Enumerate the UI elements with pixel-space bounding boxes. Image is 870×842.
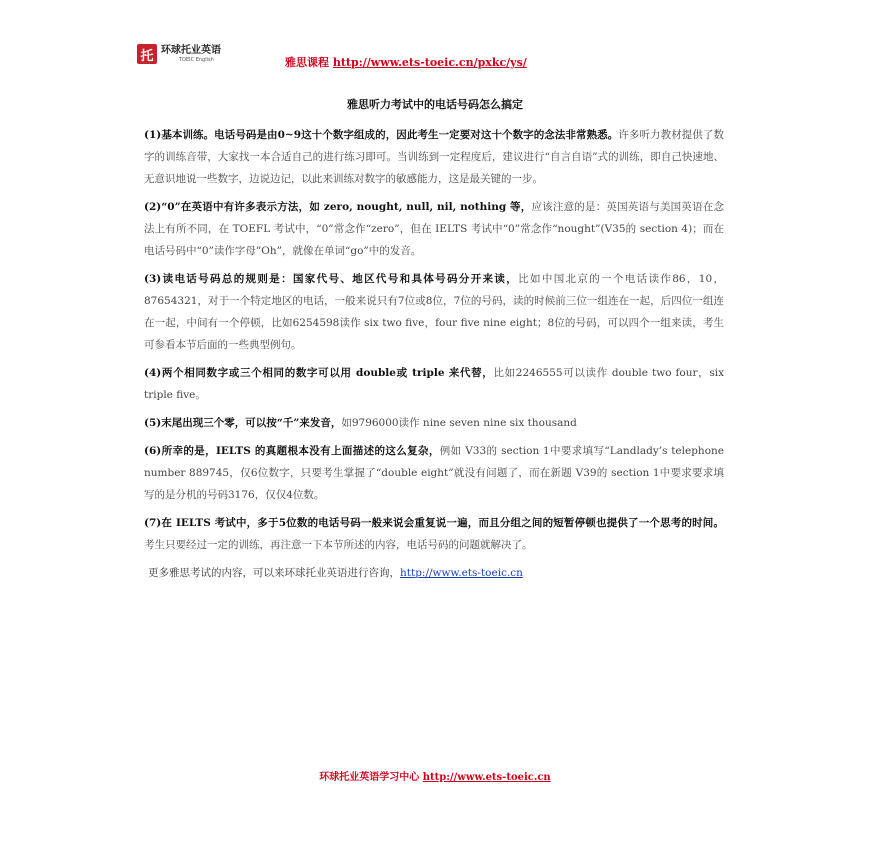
paragraph-lead: (2)“0”在英语中有许多表示方法，如 zero, nought, null, nil, nothing 等， [144,201,532,213]
paragraph-lead: (3)读电话号码总的规则是：国家代号、地区代号和具体号码分开来读， [144,273,519,285]
paragraph-text: 如9796000读作 nine seven nine six thousand [341,417,577,429]
logo-subtitle: TOEIC English [179,56,214,63]
paragraph-text: 例如 V33的 section 1中要求填写“Landlady’s telephone number 889745，仅6位数字，只要考生掌握了“double eight”就没有问题了，而在新题 V39的 section 1中要求要求填写的是分机的号码3176，仅仅4位数。 [144,445,724,501]
footer-label: 环球托业英语学习中心 [319,772,420,783]
header-url-link[interactable]: http://www.ets-toeic.cn/pxkc/ys/ [332,56,527,69]
paragraph-5 [144,412,724,434]
paragraph-lead: (7)在 IELTS 考试中，多于5位数的电话号码一般来说会重复说一遍，而且分组之间的短暂停顿也提供了一个思考的时间。 [144,517,724,529]
closing-text: 更多雅思考试的内容，可以来环球托业英语进行咨询， [148,567,400,579]
paragraph-text: 比如2246555可以读作 double two four，six triple five。 [144,367,724,401]
paragraph-1 [144,124,724,190]
paragraph-lead: (5)末尾出现三个零，可以按“千”来发音， [144,417,342,429]
footer-url-link[interactable]: http://www.ets-toeic.cn [422,772,551,783]
paragraph-6 [144,440,724,506]
paragraph-text: 许多听力教材提供了数字的训练音带，大家找一本合适自己的进行练习即可。当训练到一定程度后，建议进行“自言自语”式的训练，即自己快速地、无意识地说一些数字，边说边记，以此来训练对数字的敏感能力，这是最关键的一步。 [144,129,724,185]
paragraph-3 [144,268,724,356]
logo-mark-icon: 托 [137,44,157,64]
paragraph-text: 应该注意的是：英国英语与美国英语在念法上有所不同，在 TOEFL 考试中，“0”常念作“zero”，但在 IELTS 考试中“0”常念作“nought”(V35的 section 4)；而在电话号码中“0”读作字母”Oh”，就像在单词“go”中的发音。 [144,201,724,257]
paragraph-7 [144,512,724,556]
article-body [144,124,724,584]
header-label: 雅思课程 [285,56,329,69]
paragraph-text: 考生只要经过一定的训练，再注意一下本节所述的内容，电话号码的问题就解决了。 [144,539,533,551]
logo-name: 环球托业英语 [161,44,221,56]
header-course-link [285,54,527,70]
closing-line [144,562,724,584]
paragraph-2 [144,196,724,262]
paragraph-lead: (6)所幸的是，IELTS 的真题根本没有上面描述的这么复杂， [144,445,440,457]
paragraph-lead: (4)两个相同数字或三个相同的数字可以用 double或 triple 来代替， [144,367,494,379]
paragraph-lead: (1)基本训练。电话号码是由0~9这十个数字组成的，因此考生一定要对这十个数字的念法非常熟悉。 [144,129,619,141]
page-title: 雅思听力考试中的电话号码怎么搞定 [347,98,523,111]
paragraph-4 [144,362,724,406]
closing-url-link[interactable]: http://www.ets-toeic.cn [400,567,523,579]
logo [137,44,221,64]
footer [0,768,870,783]
paragraph-text: 比如中国北京的一个电话读作86，10，87654321，对于一个特定地区的电话，一般来说只有7位或8位，7位的号码，读的时候前三位一组连在一起，后四位一组连在一起，中间有一个停顿，比如6254598读作 six two five，four five nine eight；8位的号码，可以四个一组来读，考生可参看本节后面的一些典型例句。 [144,273,724,351]
